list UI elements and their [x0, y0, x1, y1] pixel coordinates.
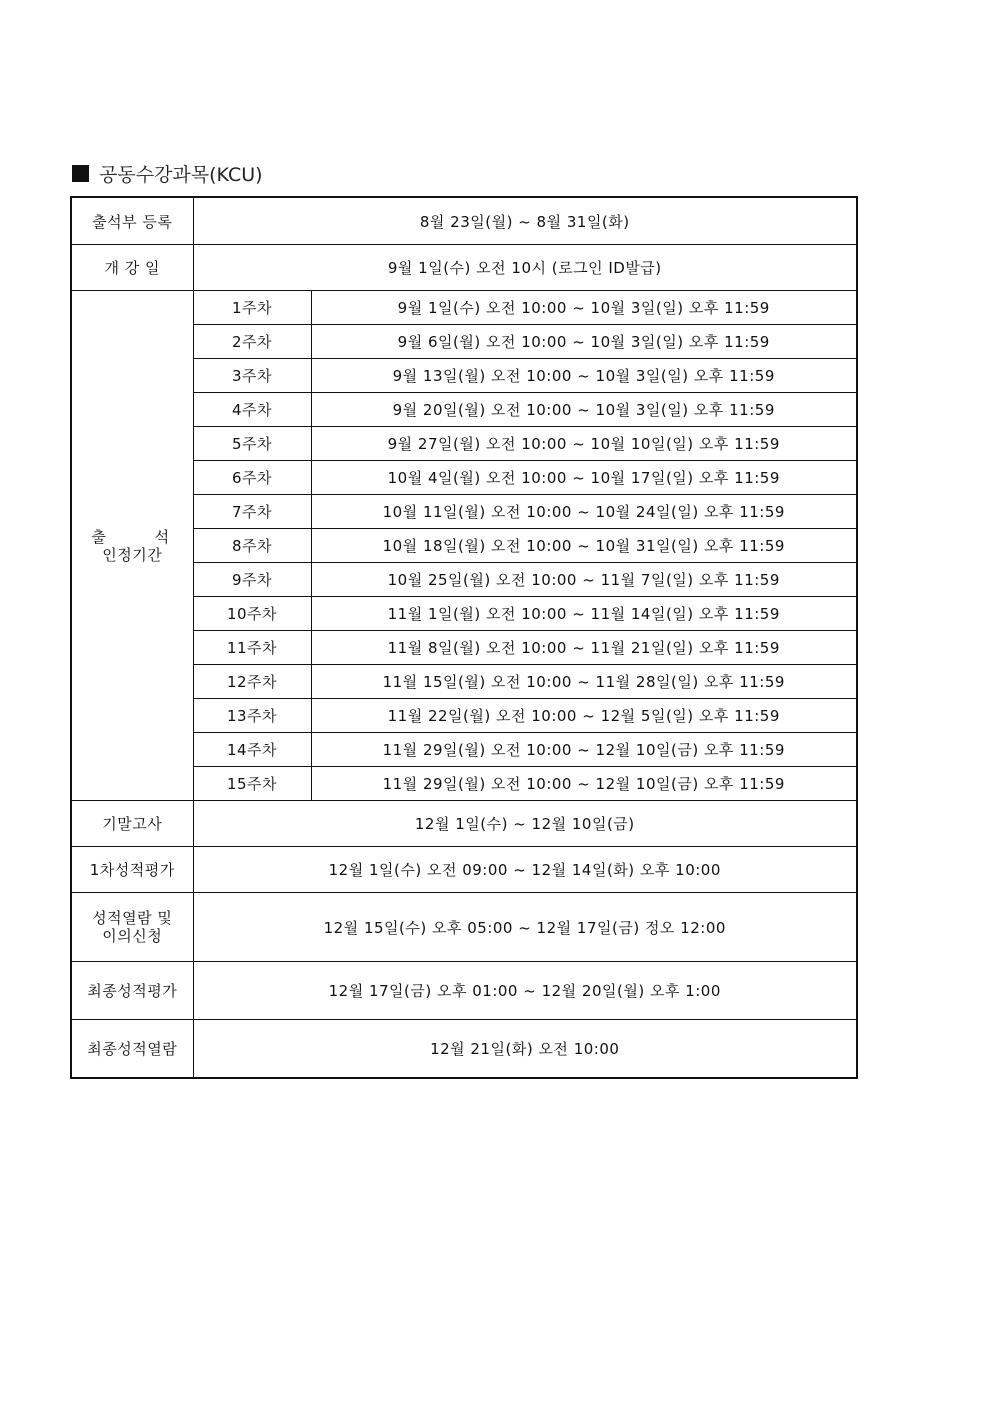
- week-label: 6주차: [193, 461, 311, 495]
- schedule-table: [70, 196, 858, 1079]
- week-period: 9월 20일(월) 오전 10:00 ~ 10월 3일(일) 오후 11:59: [311, 393, 857, 427]
- value-final-exam: 12월 1일(수) ~ 12월 10일(금): [193, 801, 857, 847]
- label-final-grading: 최종성적평가: [71, 962, 193, 1020]
- week-period: 10월 25일(월) 오전 10:00 ~ 11월 7일(일) 오후 11:59: [311, 563, 857, 597]
- value-opening: 9월 1일(수) 오전 10시 (로그인 ID발급): [193, 245, 857, 291]
- week-period: 11월 8일(월) 오전 10:00 ~ 11월 21일(일) 오후 11:59: [311, 631, 857, 665]
- week-period: 10월 18일(월) 오전 10:00 ~ 10월 31일(일) 오후 11:59: [311, 529, 857, 563]
- row-first-grading: [71, 847, 857, 893]
- week-period: 11월 29일(월) 오전 10:00 ~ 12월 10일(금) 오후 11:59: [311, 733, 857, 767]
- week-label: 15주차: [193, 767, 311, 801]
- week-period: 9월 1일(수) 오전 10:00 ~ 10월 3일(일) 오후 11:59: [311, 291, 857, 325]
- value-registration: 8월 23일(월) ~ 8월 31일(화): [193, 197, 857, 245]
- value-grade-review: 12월 15일(수) 오후 05:00 ~ 12월 17일(금) 정오 12:00: [193, 893, 857, 962]
- week-label: 10주차: [193, 597, 311, 631]
- week-label: 5주차: [193, 427, 311, 461]
- week-period: 9월 6일(월) 오전 10:00 ~ 10월 3일(일) 오후 11:59: [311, 325, 857, 359]
- row-final-view: [71, 1020, 857, 1079]
- value-final-view: 12월 21일(화) 오전 10:00: [193, 1020, 857, 1079]
- week-label: 14주차: [193, 733, 311, 767]
- week-period: 9월 27일(월) 오전 10:00 ~ 10월 10일(일) 오후 11:59: [311, 427, 857, 461]
- value-final-grading: 12월 17일(금) 오후 01:00 ~ 12월 20일(월) 오후 1:00: [193, 962, 857, 1020]
- week-label: 11주차: [193, 631, 311, 665]
- week-period: 11월 1일(월) 오전 10:00 ~ 11월 14일(일) 오후 11:59: [311, 597, 857, 631]
- table-row: [71, 291, 857, 325]
- section-heading: [72, 160, 263, 187]
- label-line: 출 석: [91, 527, 192, 546]
- week-period: 11월 15일(월) 오전 10:00 ~ 11월 28일(일) 오후 11:59: [311, 665, 857, 699]
- week-label: 1주차: [193, 291, 311, 325]
- label-first-grading: 1차성적평가: [71, 847, 193, 893]
- black-square-icon: [72, 165, 89, 182]
- week-label: 8주차: [193, 529, 311, 563]
- label-line: 이의신청: [102, 927, 163, 945]
- value-first-grading: 12월 1일(수) 오전 09:00 ~ 12월 14일(화) 오후 10:00: [193, 847, 857, 893]
- week-label: 7주차: [193, 495, 311, 529]
- label-attendance-period: [71, 291, 193, 801]
- week-label: 9주차: [193, 563, 311, 597]
- week-label: 4주차: [193, 393, 311, 427]
- label-final-view: 최종성적열람: [71, 1020, 193, 1079]
- label-line: 인정기간: [102, 545, 163, 564]
- row-final-exam: [71, 801, 857, 847]
- week-label: 13주차: [193, 699, 311, 733]
- row-registration: [71, 197, 857, 245]
- section-title: 공동수강과목(KCU): [99, 164, 263, 186]
- label-registration: 출석부 등록: [71, 197, 193, 245]
- label-grade-review: [71, 893, 193, 962]
- row-grade-review: [71, 893, 857, 962]
- label-line: 성적열람 및: [92, 909, 173, 927]
- week-label: 3주차: [193, 359, 311, 393]
- label-final-exam: 기말고사: [71, 801, 193, 847]
- week-period: 10월 11일(월) 오전 10:00 ~ 10월 24일(일) 오후 11:59: [311, 495, 857, 529]
- week-period: 10월 4일(월) 오전 10:00 ~ 10월 17일(일) 오후 11:59: [311, 461, 857, 495]
- week-label: 2주차: [193, 325, 311, 359]
- week-period: 9월 13일(월) 오전 10:00 ~ 10월 3일(일) 오후 11:59: [311, 359, 857, 393]
- week-label: 12주차: [193, 665, 311, 699]
- row-final-grading: [71, 962, 857, 1020]
- label-opening: 개 강 일: [71, 245, 193, 291]
- row-opening: [71, 245, 857, 291]
- week-period: 11월 22일(월) 오전 10:00 ~ 12월 5일(일) 오후 11:59: [311, 699, 857, 733]
- week-period: 11월 29일(월) 오전 10:00 ~ 12월 10일(금) 오후 11:59: [311, 767, 857, 801]
